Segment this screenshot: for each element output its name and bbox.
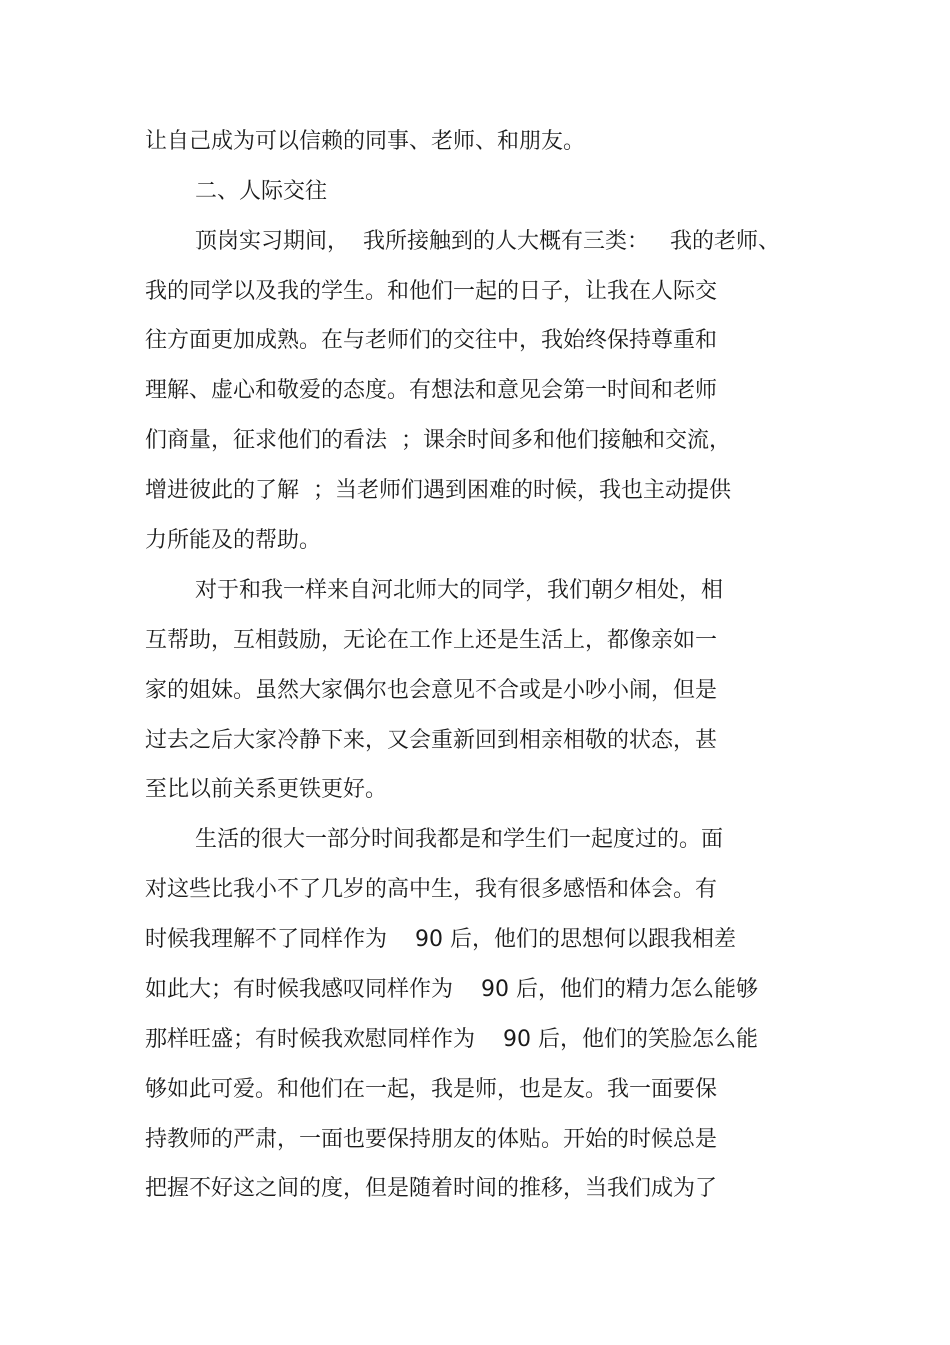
text-line-9: 力所能及的帮助。 [145, 528, 322, 553]
text-line-15: 生活的很大一部分时间我都是和学生们一起度过的。面 [195, 827, 724, 852]
text-line-12: 家的姐妹。虽然大家偶尔也会意见不合或是小吵小闹，但是 [145, 678, 718, 703]
text-line-19: 那样旺盛；有时候我欢慰同样作为 90 后，他们的笑脸怎么能 [145, 1027, 758, 1052]
text-line-4: 我的同学以及我的学生。和他们一起的日子，让我在人际交 [145, 279, 718, 304]
section-heading: 二、人际交往 [195, 179, 328, 204]
text-line-13: 过去之后大家冷静下来，又会重新回到相亲相敬的状态，甚 [145, 728, 718, 753]
text-line-18: 如此大；有时候我感叹同样作为 90 后，他们的精力怎么能够 [145, 977, 758, 1002]
text-line-16: 对这些比我小不了几岁的高中生，我有很多感悟和体会。有 [145, 877, 718, 902]
text-line-5: 往方面更加成熟。在与老师们的交往中，我始终保持尊重和 [145, 328, 718, 353]
text-line-6: 理解、虚心和敬爱的态度。有想法和意见会第一时间和老师 [145, 378, 718, 403]
text-line-14: 至比以前关系更铁更好。 [145, 777, 388, 802]
text-line-21: 持教师的严肃，一面也要保持朋友的体贴。开始的时候总是 [145, 1127, 718, 1152]
text-line-3: 顶岗实习期间， 我所接触到的人大概有三类： 我的老师、 [195, 229, 780, 254]
text-line-10: 对于和我一样来自河北师大的同学，我们朝夕相处，相 [195, 578, 724, 603]
text-line-7: 们商量，征求他们的看法 ；课余时间多和他们接触和交流， [145, 428, 731, 453]
text-line-11: 互帮助，互相鼓励，无论在工作上还是生活上，都像亲如一 [145, 628, 718, 653]
text-line-20: 够如此可爱。和他们在一起，我是师，也是友。我一面要保 [145, 1077, 718, 1102]
text-line-17: 时候我理解不了同样作为 90 后，他们的思想何以跟我相差 [145, 927, 736, 952]
text-line-8: 增进彼此的了解 ；当老师们遇到困难的时候，我也主动提供 [145, 478, 731, 503]
text-line-22: 把握不好这之间的度，但是随着时间的推移，当我们成为了 [145, 1176, 718, 1201]
text-line-1: 让自己成为可以信赖的同事、老师、和朋友。 [145, 129, 586, 154]
